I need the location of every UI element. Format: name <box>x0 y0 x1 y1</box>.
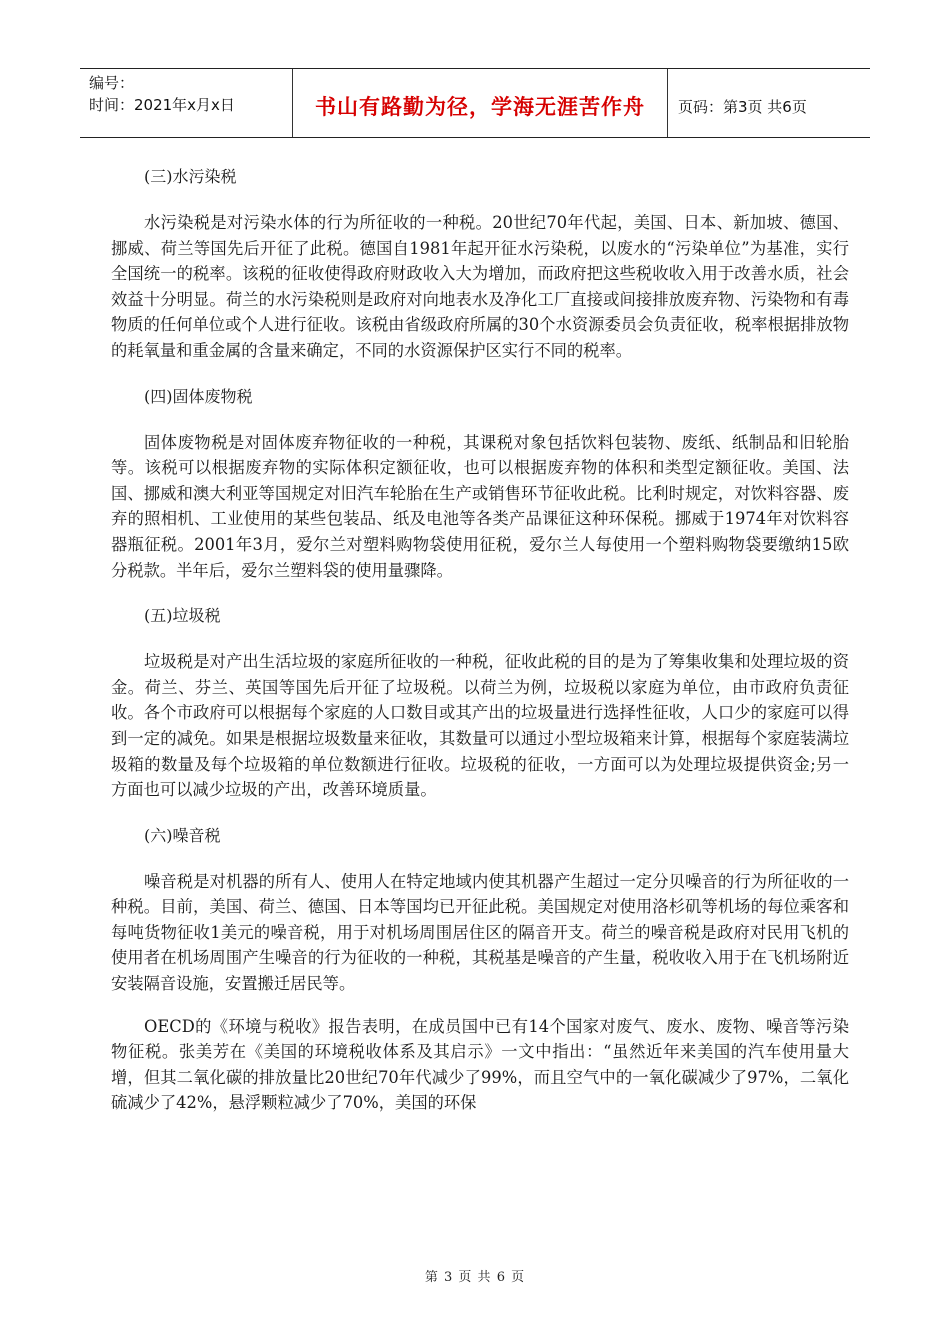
document-number-label: 编号： <box>89 74 135 92</box>
page-header <box>80 68 870 138</box>
header-page-info: 页码：第3页 共6页 <box>678 97 807 116</box>
footer-page-number: 第 3 页 共 6 页 <box>424 1270 526 1285</box>
section-title-solid-waste-tax: (四)固体废物税 <box>144 386 253 406</box>
page-footer <box>0 1266 950 1285</box>
header-meta <box>80 69 293 137</box>
section-title-water-pollution-tax: (三)水污染税 <box>144 167 237 186</box>
header-motto: 书山有路勤为径，学海无涯苦作舟 <box>293 69 668 137</box>
section-paragraph: 固体废物税是对固体废弃物征收的一种税，其课税对象包括饮料包装物、废纸、纸制品和旧轮胎等。该税可以根据废弃物的实际体积定额征收，也可以根据废弃物的体积和类型定额征收。美国、法国、挪威和澳大利亚等国规定对旧汽车轮胎在生产或销售环节征收此税。比利时规定，对饮料容器、废弃的照相机、工业使用的某些包装品、纸及电池等各类产品课征这种环保税。挪威于1974年对饮料容器瓶征税。2001年3月，爱尔兰对塑料购物袋使用征税，爱尔兰人每使用一个塑料购物袋要缴纳15欧分税款。半年后，爱尔兰塑料袋的使用量骤降。 <box>111 432 849 580</box>
document-body <box>111 163 849 1116</box>
section-paragraph: OECD的《环境与税收》报告表明，在成员国中已有14个国家对废气、废水、废物、噪音等污染物征税。张美芳在《美国的环境税收体系及其启示》一文中指出：“虽然近年来美国的汽车使用量大增，但其二氧化碳的排放量比20世纪70年代减少了99%，而且空气中的一氧化碳减少了97%，二氧化硫减少了42%，悬浮颗粒减少了70%，美国的环保 <box>111 1016 849 1113</box>
section-paragraph: 噪音税是对机器的所有人、使用人在特定地域内使其机器产生超过一定分贝噪音的行为所征收的一种税。目前，美国、荷兰、德国、日本等国均已开征此税。美国规定对使用洛杉矶等机场的每位乘客和每吨货物征收1美元的噪音税，用于对机场周围居住区的隔音开支。荷兰的噪音税是政府对民用飞机的使用者在机场周围产生噪音的行为征收的一种税，其税基是噪音的产生量，税收收入用于在飞机场附近安装隔音设施，安置搬迁居民等。 <box>111 871 849 994</box>
section-paragraph: 水污染税是对污染水体的行为所征收的一种税。20世纪70年代起，美国、日本、新加坡、德国、挪威、荷兰等国先后开征了此税。德国自1981年起开征水污染税，以废水的“污染单位”为基准，实行全国统一的税率。该税的征收使得政府财政收入大为增加，而政府把这些税收收入用于改善水质，社会效益十分明显。荷兰的水污染税则是政府对向地表水及净化工厂直接或间接排放废弃物、污染物和有毒物质的任何单位或个人进行征收。该税由省级政府所属的30个水资源委员会负责征收，税率根据排放物的耗氧量和重金属的含量来确定，不同的水资源保护区实行不同的税率。 <box>111 213 849 360</box>
section-title-noise-tax: (六)噪音税 <box>144 825 221 845</box>
section-paragraph: 垃圾税是对产出生活垃圾的家庭所征收的一种税，征收此税的目的是为了筹集收集和处理垃圾的资金。荷兰、芬兰、英国等国先后开征了垃圾税。以荷兰为例，垃圾税以家庭为单位，由市政府负责征收。各个市政府可以根据每个家庭的人口数目或其产出的垃圾量进行选择性征收，人口少的家庭可以得到一定的减免。如果是根据垃圾数量来征收，其数量可以通过小型垃圾箱来计算，根据每个家庭装满垃圾箱的数量及每个垃圾箱的单位数额进行征收。垃圾税的征收，一方面可以为处理垃圾提供资金;另一方面也可以减少垃圾的产出，改善环境质量。 <box>111 652 849 800</box>
document-date: 时间：2021年x月x日 <box>89 96 235 114</box>
section-title-garbage-tax: (五)垃圾税 <box>144 606 221 626</box>
